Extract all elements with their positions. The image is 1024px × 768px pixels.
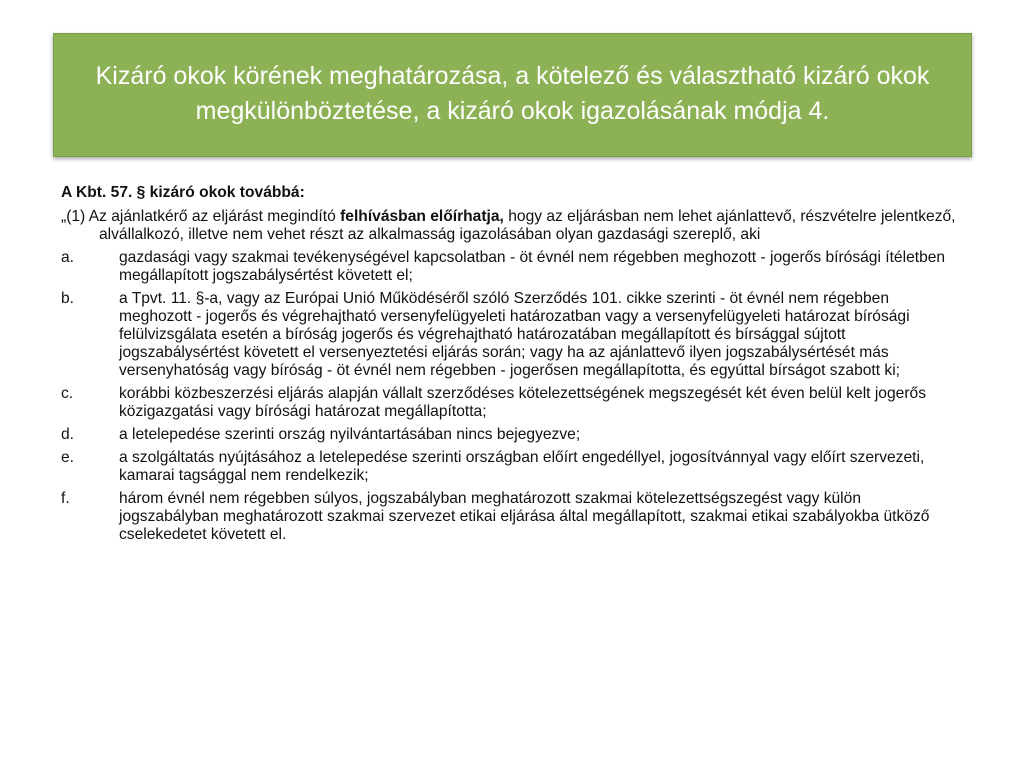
slide-content	[61, 184, 961, 549]
list-marker: e.	[61, 449, 75, 466]
content-heading: A Kbt. 57. § kizáró okok továbbá:	[61, 184, 305, 201]
list-marker: c.	[61, 385, 74, 402]
list-marker: d.	[61, 426, 75, 443]
list-item-text: korábbi közbeszerzési eljárás alapján vállalt szerződéses kötelezettségének megszegését két éven belül kelt jogerős közigazgatási vagy bírósági határozat megállapította;	[119, 385, 926, 420]
list-item-d	[61, 426, 961, 444]
list-item-text: gazdasági vagy szakmai tevékenységével kapcsolatban - öt évnél nem régebben meghozott - jogerős bírósági ítéletben megállapított jogszabálysértést követett el;	[119, 249, 946, 284]
slide-title: Kizáró okok körének meghatározása, a kötelező és választható kizáró okok megkülönböztetése, a kizáró okok igazolásának módja 4.	[95, 62, 930, 125]
list-item-text: a szolgáltatás nyújtásához a letelepedése szerinti országban előírt engedéllyel, jogosítvánnyal vagy előírt szervezeti, kamarai tagsággal nem rendelkezik;	[119, 449, 925, 484]
list-item-b	[61, 290, 961, 380]
list-item-c	[61, 385, 961, 421]
slide-title-box	[53, 33, 972, 157]
intro-bold-text: felhívásban előírhatja,	[340, 208, 504, 225]
list-item-text: a letelepedése szerinti ország nyilvántartásában nincs bejegyezve;	[119, 426, 581, 443]
list-item-text: a Tpvt. 11. §-a, vagy az Európai Unió Működéséről szóló Szerződés 101. cikke szerinti - öt évnél nem régebben meghozott - jogerős és végrehajtható versenyfelügyeleti határozatban vagy a versenyfelügyeleti határozat bírósági felülvizsgálata esetén a bíróság jogerős és végrehajtható határozatában megállapított és bírsággal sújtott jogszabálysértést követett el versenyeztetési eljárás során; vagy ha az ajánlattevő ilyen jogszabálysértését más versenyhatóság vagy bíróság - öt évnél nem régebben - jogerősen megállapította, és egyúttal bírságot szabott ki;	[119, 290, 910, 379]
list-marker: f.	[61, 490, 70, 507]
list-item-text: három évnél nem régebben súlyos, jogszabályban meghatározott szakmai kötelezettségszegést vagy külön jogszabályban meghatározott szakmai szervezet etikai eljárása által megállapított, szakmai etikai szabályokba ütköző cselekedetet követett el.	[119, 490, 930, 543]
intro-text-end: hogy az eljárásban nem lehet ajánlattevő, részvételre jelentkező, alvállalkozó, illetve nem vehet részt az alkalmasság igazolásában olyan gazdasági szereplő, aki	[99, 208, 956, 243]
list-item-f	[61, 490, 961, 544]
intro-text-start: „(1) Az ajánlatkérő az eljárást megindító	[61, 208, 341, 225]
list-item-e	[61, 449, 961, 485]
list-item-a	[61, 249, 961, 285]
list-marker: b.	[61, 290, 75, 307]
list-marker: a.	[61, 249, 75, 266]
intro-paragraph	[61, 208, 961, 244]
